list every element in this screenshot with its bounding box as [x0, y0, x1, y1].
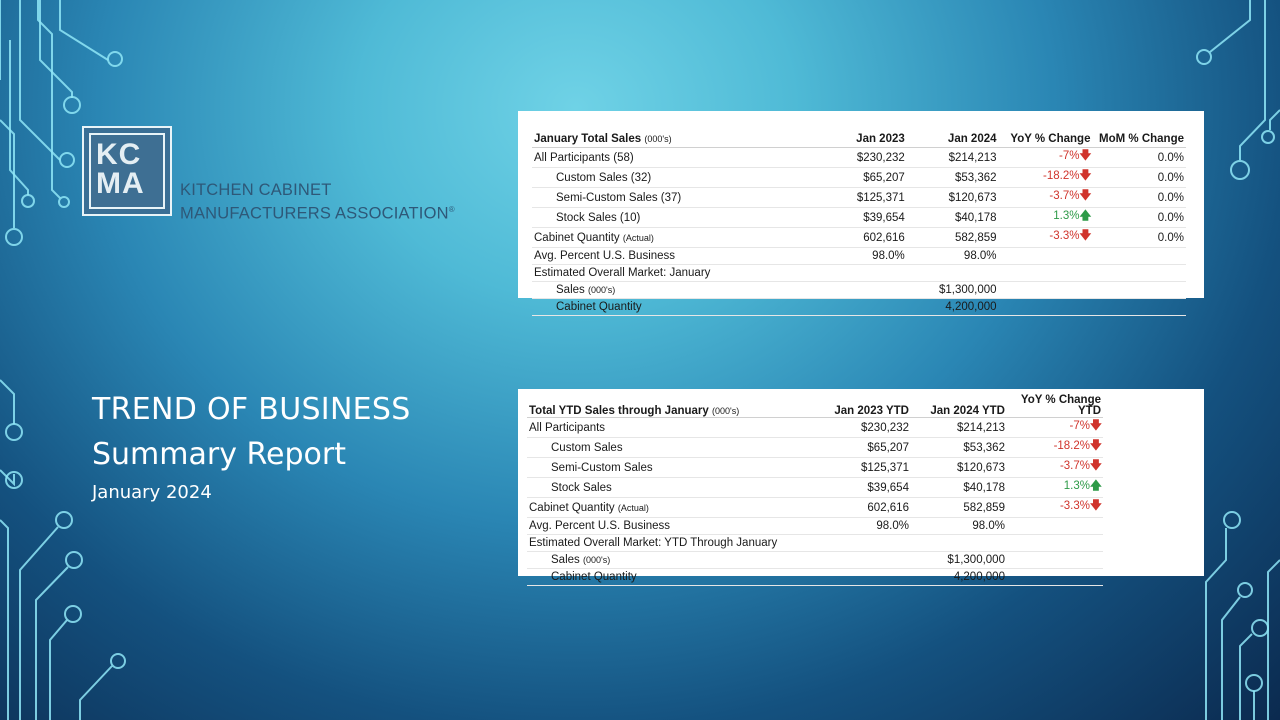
- col-header: Jan 2023 YTD: [820, 395, 911, 418]
- table-row: [532, 208, 1186, 228]
- cell-jan-2023: 602,616: [820, 498, 911, 518]
- cell-jan-2023: [820, 299, 906, 316]
- cell-jan-2023: $125,371: [820, 458, 911, 478]
- title-line3: January 2024: [92, 482, 212, 503]
- table-header-row: [527, 395, 1103, 418]
- row-label: All Participants (58): [532, 148, 820, 168]
- row-label: Avg. Percent U.S. Business: [532, 248, 820, 265]
- cell-mom-change: [1092, 299, 1186, 316]
- arrow-down-icon: 🡇: [1090, 500, 1102, 512]
- cell-yoy-change: [999, 299, 1093, 316]
- slide-title: [92, 392, 411, 503]
- logo-letters-top: KC: [96, 138, 142, 171]
- cell-yoy-change: -7%🡇: [999, 148, 1093, 168]
- logo-reg-mark: ®: [448, 205, 455, 214]
- row-label: Cabinet Quantity: [527, 569, 820, 586]
- arrow-down-icon: 🡇: [1090, 460, 1102, 472]
- cell-jan-2024: $53,362: [907, 168, 999, 188]
- cell-jan-2024: $40,178: [911, 478, 1007, 498]
- logo-wordmark: [180, 180, 455, 224]
- cell-yoy-change: -18.2%🡇: [999, 168, 1093, 188]
- arrow-up-icon: 🡅: [1079, 210, 1092, 222]
- table-row: [532, 299, 1186, 316]
- row-label: Stock Sales: [527, 478, 820, 498]
- cell-yoy-change: -7%🡇: [1007, 418, 1103, 438]
- arrow-down-icon: 🡇: [1079, 190, 1092, 202]
- cell-jan-2024: 582,859: [911, 498, 1007, 518]
- table-row: [527, 569, 1103, 586]
- arrow-down-icon: 🡇: [1090, 440, 1102, 452]
- cell-mom-change: 0.0%: [1092, 208, 1186, 228]
- logo-name-line2: MANUFACTURERS ASSOCIATION: [180, 204, 449, 223]
- row-label: Cabinet Quantity (Actual): [527, 498, 820, 518]
- table-row: [532, 265, 1186, 282]
- cell-yoy-change: -3.3%🡇: [999, 228, 1093, 248]
- row-label: Estimated Overall Market: YTD Through January: [527, 535, 820, 552]
- arrow-down-icon: 🡇: [1090, 420, 1102, 432]
- cell-yoy-change: [999, 248, 1093, 265]
- table-row: [527, 458, 1103, 478]
- cell-jan-2024: 98.0%: [911, 518, 1007, 535]
- table-row: [532, 282, 1186, 299]
- table-row: [527, 498, 1103, 518]
- col-header: YoY % Change: [999, 131, 1093, 148]
- cell-yoy-change: 1.3%🡅: [1007, 478, 1103, 498]
- cell-jan-2024: $53,362: [911, 438, 1007, 458]
- cell-yoy-change: 1.3%🡅: [999, 208, 1093, 228]
- cell-jan-2023: $230,232: [820, 148, 906, 168]
- cell-jan-2023: $65,207: [820, 168, 906, 188]
- cell-jan-2023: $125,371: [820, 188, 906, 208]
- row-label: Semi-Custom Sales (37): [532, 188, 820, 208]
- row-label: All Participants: [527, 418, 820, 438]
- cell-mom-change: 0.0%: [1092, 148, 1186, 168]
- cell-mom-change: [1092, 265, 1186, 282]
- ytd-sales-table: [527, 395, 1103, 586]
- cell-jan-2024: $214,213: [911, 418, 1007, 438]
- cell-jan-2024: $214,213: [907, 148, 999, 168]
- cell-jan-2023: $65,207: [820, 438, 911, 458]
- cell-jan-2024: 582,859: [907, 228, 999, 248]
- cell-jan-2023: [820, 569, 911, 586]
- row-label: Cabinet Quantity: [532, 299, 820, 316]
- cell-yoy-change: [999, 265, 1093, 282]
- kcma-logo: [82, 126, 472, 223]
- col-header: Jan 2024 YTD: [911, 395, 1007, 418]
- cell-jan-2023: [820, 535, 911, 552]
- cell-mom-change: 0.0%: [1092, 188, 1186, 208]
- title-line2: Summary Report: [92, 437, 346, 472]
- cell-jan-2023: [820, 265, 906, 282]
- table-row: [527, 552, 1103, 569]
- table-row: [527, 418, 1103, 438]
- cell-yoy-change: -18.2%🡇: [1007, 438, 1103, 458]
- cell-jan-2023: [820, 282, 906, 299]
- table-title: January Total Sales (000's): [532, 131, 820, 148]
- cell-jan-2024: $1,300,000: [907, 282, 999, 299]
- arrow-up-icon: 🡅: [1090, 480, 1102, 492]
- row-label: Sales (000's): [532, 282, 820, 299]
- cell-yoy-change: -3.7%🡇: [999, 188, 1093, 208]
- arrow-down-icon: 🡇: [1079, 170, 1092, 182]
- table-row: [532, 228, 1186, 248]
- table-row: [532, 248, 1186, 265]
- cell-yoy-change: [1007, 535, 1103, 552]
- cell-jan-2023: 98.0%: [820, 518, 911, 535]
- row-label: Cabinet Quantity (Actual): [532, 228, 820, 248]
- cell-jan-2024: $120,673: [907, 188, 999, 208]
- cell-jan-2023: $39,654: [820, 208, 906, 228]
- table-row: [527, 438, 1103, 458]
- cell-jan-2024: 4,200,000: [911, 569, 1007, 586]
- row-label: Semi-Custom Sales: [527, 458, 820, 478]
- cell-mom-change: 0.0%: [1092, 168, 1186, 188]
- col-header: YoY % Change YTD: [1007, 395, 1103, 418]
- table-row: [532, 168, 1186, 188]
- title-line1: TREND OF BUSINESS: [92, 392, 411, 427]
- row-label: Estimated Overall Market: January: [532, 265, 820, 282]
- cell-jan-2023: [820, 552, 911, 569]
- table-row: [527, 535, 1103, 552]
- monthly-sales-table: [532, 131, 1186, 316]
- table-row: [532, 148, 1186, 168]
- cell-jan-2024: [911, 535, 1007, 552]
- row-label: Stock Sales (10): [532, 208, 820, 228]
- cell-mom-change: 0.0%: [1092, 228, 1186, 248]
- cell-jan-2024: 4,200,000: [907, 299, 999, 316]
- cell-jan-2024: $1,300,000: [911, 552, 1007, 569]
- cell-yoy-change: [1007, 552, 1103, 569]
- table-row: [527, 478, 1103, 498]
- cell-yoy-change: [1007, 569, 1103, 586]
- ytd-sales-panel: [518, 389, 1204, 583]
- cell-yoy-change: [999, 282, 1093, 299]
- col-header: Jan 2023: [820, 131, 906, 148]
- cell-jan-2024: $120,673: [911, 458, 1007, 478]
- logo-mark: [82, 126, 172, 216]
- table-row: [532, 188, 1186, 208]
- row-label: Avg. Percent U.S. Business: [527, 518, 820, 535]
- monthly-sales-panel: [518, 111, 1204, 313]
- cell-jan-2023: 602,616: [820, 228, 906, 248]
- col-header: Jan 2024: [907, 131, 999, 148]
- cell-yoy-change: -3.3%🡇: [1007, 498, 1103, 518]
- col-header: MoM % Change: [1092, 131, 1186, 148]
- cell-jan-2023: $39,654: [820, 478, 911, 498]
- cell-yoy-change: -3.7%🡇: [1007, 458, 1103, 478]
- row-label: Custom Sales: [527, 438, 820, 458]
- table-row: [527, 518, 1103, 535]
- logo-letters-bottom: MA: [96, 167, 145, 200]
- arrow-down-icon: 🡇: [1079, 230, 1092, 242]
- table-header-row: [532, 131, 1186, 148]
- table-title: Total YTD Sales through January (000's): [527, 395, 820, 418]
- row-label: Custom Sales (32): [532, 168, 820, 188]
- cell-jan-2023: 98.0%: [820, 248, 906, 265]
- arrow-down-icon: 🡇: [1079, 150, 1092, 162]
- cell-jan-2024: [907, 265, 999, 282]
- cell-jan-2023: $230,232: [820, 418, 911, 438]
- cell-mom-change: [1092, 248, 1186, 265]
- cell-mom-change: [1092, 282, 1186, 299]
- row-label: Sales (000's): [527, 552, 820, 569]
- cell-jan-2024: 98.0%: [907, 248, 999, 265]
- cell-yoy-change: [1007, 518, 1103, 535]
- cell-jan-2024: $40,178: [907, 208, 999, 228]
- logo-name-line1: KITCHEN CABINET: [180, 181, 332, 199]
